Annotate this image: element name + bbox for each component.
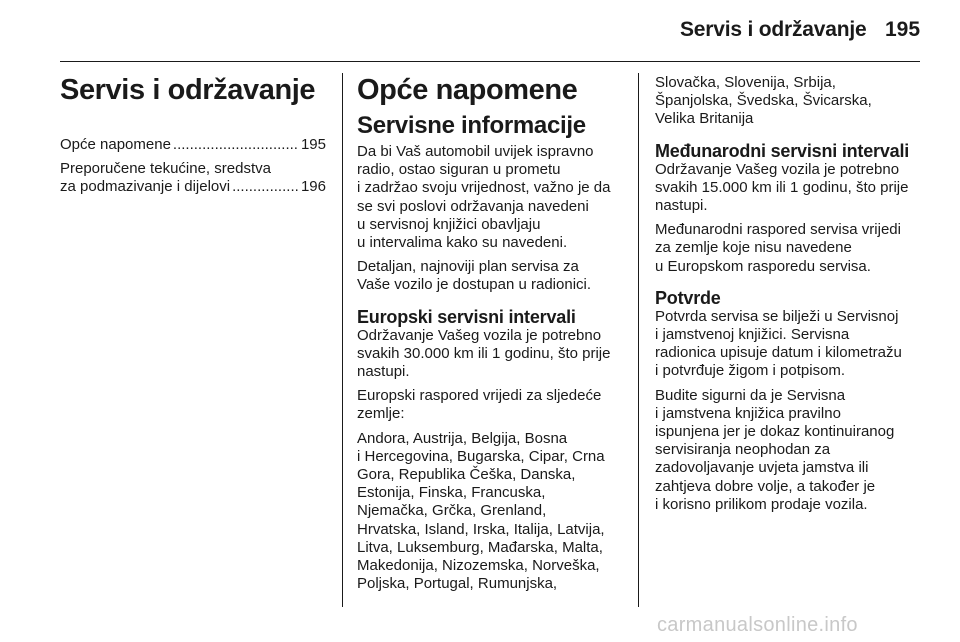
page-number: 195 — [885, 18, 921, 41]
toc-entry-text-line1: Preporučene tekućine, sredstva — [60, 160, 271, 178]
toc-entry-fluids[interactable] — [60, 160, 326, 196]
column-divider-2 — [638, 73, 639, 607]
column-toc — [60, 74, 326, 203]
paragraph: Detaljan, najnoviji plan servisa za Vaše vozilo je dostupan u radionici. — [357, 258, 592, 294]
paragraph: Međunarodni raspored servisa vrijedi za zemlje koje nisu navedene u Europskom rasporedu servisa. — [655, 221, 901, 275]
column-general-notes — [357, 74, 629, 599]
subsubsection-title: Europski servisni intervali — [357, 306, 576, 327]
watermark: carmanualsonline.info — [657, 614, 858, 636]
section-title: Opće napomene — [357, 74, 578, 106]
running-header-title: Servis i održavanje — [680, 18, 867, 41]
paragraph: Andora, Austrija, Belgija, Bosna i Hercegovina, Bugarska, Cipar, Crna Gora, Republika Češka, Danska, Estonija, Finska, Francuska, Njemačka, Grčka, Grenland, Hrvatska, Island, Irska, Italija, Latvija, Litva, Luksemburg, Mađarska, Malta, Makedonija, Nizozemska, Norveška, Poljska, Portugal, Rumunjska, — [357, 429, 605, 593]
column-intervals — [655, 74, 925, 520]
paragraph: Održavanje Vašeg vozila je potrebno svakih 15.000 km ili 1 godinu, što prije nastupi. — [655, 160, 909, 215]
toc-entry-text: za podmazivanje i dijelovi — [60, 178, 231, 196]
paragraph: Budite sigurni da je Servisna i jamstvena knjižica pravilno ispunjena jer je dokaz kontinuiranog servisiranja neophodan za zadovoljavanje uvjeta jamstva ili zahtjeva dobre volje, a također je i korisno prilikom prodaje vozila. — [655, 386, 895, 513]
subsubsection-title: Međunarodni servisni intervali — [655, 140, 910, 161]
header-rule — [60, 61, 920, 62]
toc-leader-dots — [232, 178, 299, 196]
column-divider-1 — [342, 73, 343, 607]
toc-leader-dots — [173, 136, 299, 154]
paragraph: Slovačka, Slovenija, Srbija, Španjolska, Švedska, Švicarska, Velika Britanija — [655, 74, 872, 128]
toc-entry-general[interactable] — [60, 136, 326, 154]
paragraph: Potvrda servisa se bilježi u Servisnoj i jamstvenoj knjižici. Servisna radionica upisuje datum i kilometražu i potvrđuje žigom i potpisom. — [655, 307, 902, 380]
chapter-title: Servis i održavanje — [60, 74, 316, 106]
subsubsection-title: Potvrde — [655, 287, 721, 308]
toc-entry-page: 195 — [300, 136, 326, 153]
toc-entry-text: Opće napomene — [60, 136, 171, 153]
toc-entry-page: 196 — [300, 178, 326, 196]
paragraph: Europski raspored vrijedi za sljedeće zemlje: — [357, 387, 602, 423]
paragraph: Da bi Vaš automobil uvijek ispravno radio, ostao siguran u prometu i zadržao svoju vrijednost, važno je da se svi poslovi održavanja navedeni u servisnoj knjižici obavljaju u intervalima kako su navedeni. — [357, 143, 611, 252]
subsection-title: Servisne informacije — [357, 112, 586, 139]
paragraph: Održavanje Vašeg vozila je potrebno svakih 30.000 km ili 1 godinu, što prije nastupi. — [357, 326, 611, 381]
